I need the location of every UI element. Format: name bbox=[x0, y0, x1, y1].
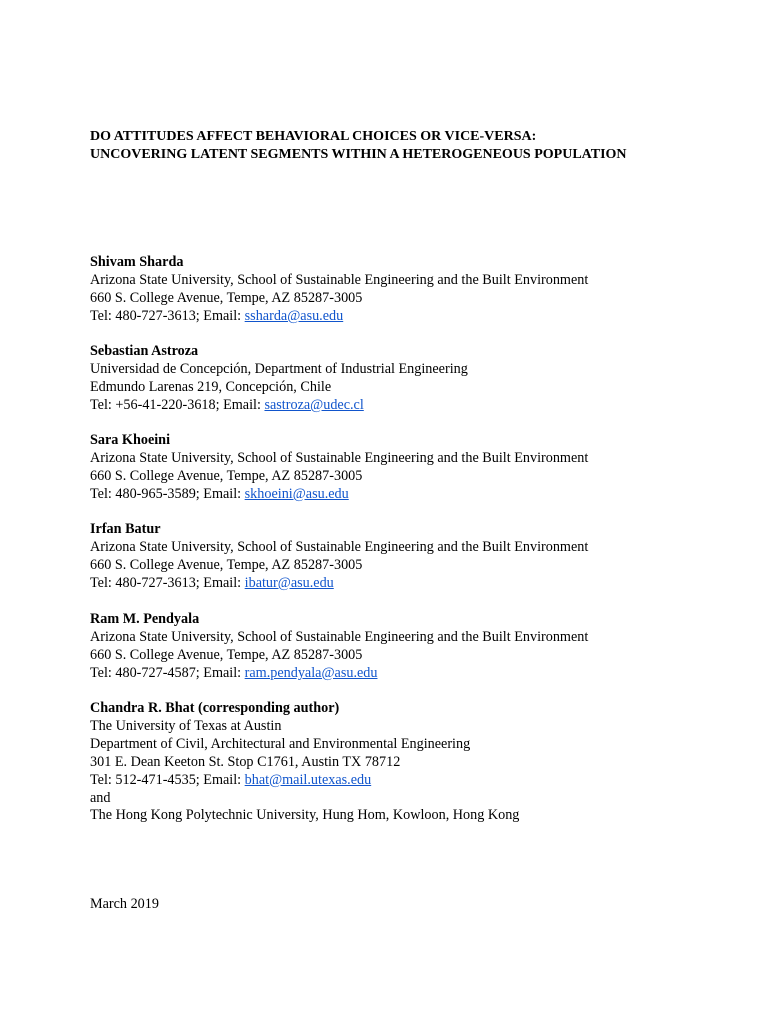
author-contact bbox=[90, 308, 730, 326]
author-tel: Tel: +56-41-220-3618; Email: bbox=[90, 396, 265, 413]
author-block-bhat bbox=[90, 700, 730, 825]
author-affiliation: Arizona State University, School of Sustainable Engineering and the Built Environment bbox=[90, 538, 589, 555]
author-name: Shivam Sharda bbox=[90, 254, 184, 270]
author-affiliation: Arizona State University, School of Sustainable Engineering and the Built Environment bbox=[90, 449, 589, 466]
author-name: Ram M. Pendyala bbox=[90, 611, 200, 627]
author-department: Department of Civil, Architectural and Environmental Engineering bbox=[90, 735, 471, 752]
paper-date: March 2019 bbox=[90, 896, 159, 912]
author-name: Sara Khoeini bbox=[90, 432, 171, 448]
author-tel: Tel: 480-727-4587; Email: bbox=[90, 664, 245, 681]
author-tel: Tel: 512-471-4535; Email: bbox=[90, 771, 245, 788]
author-email-link[interactable]: skhoeini@asu.edu bbox=[244, 485, 349, 502]
author-tel: Tel: 480-965-3589; Email: bbox=[90, 485, 245, 502]
paper-title bbox=[90, 128, 730, 164]
author-tel: Tel: 480-727-3613; Email: bbox=[90, 307, 245, 324]
author-name: Sebastian Astroza bbox=[90, 343, 199, 359]
author-email-link[interactable]: ssharda@asu.edu bbox=[244, 307, 344, 324]
author-address: 660 S. College Avenue, Tempe, AZ 85287-3005 bbox=[90, 289, 363, 306]
author-block-batur bbox=[90, 521, 730, 593]
author-tel: Tel: 480-727-3613; Email: bbox=[90, 574, 245, 591]
author-contact bbox=[90, 397, 730, 415]
author-block-astroza bbox=[90, 343, 730, 415]
author-contact bbox=[90, 575, 730, 593]
author-contact bbox=[90, 486, 730, 504]
author-email-link[interactable]: sastroza@udec.cl bbox=[264, 396, 364, 413]
author-name: Chandra R. Bhat (corresponding author) bbox=[90, 700, 340, 716]
author-contact bbox=[90, 665, 730, 683]
author-second-affiliation: The Hong Kong Polytechnic University, Hung Hom, Kowloon, Hong Kong bbox=[90, 807, 520, 824]
author-affiliation: Arizona State University, School of Sustainable Engineering and the Built Environment bbox=[90, 271, 589, 288]
paper-title-line-1: DO ATTITUDES AFFECT BEHAVIORAL CHOICES OR VICE-VERSA: bbox=[90, 129, 537, 144]
author-affiliation: Arizona State University, School of Sustainable Engineering and the Built Environment bbox=[90, 628, 589, 645]
author-address: 301 E. Dean Keeton St. Stop C1761, Austin TX 78712 bbox=[90, 753, 401, 770]
author-address: 660 S. College Avenue, Tempe, AZ 85287-3005 bbox=[90, 646, 363, 663]
paper-title-line-2: UNCOVERING LATENT SEGMENTS WITHIN A HETEROGENEOUS POPULATION bbox=[90, 147, 627, 162]
author-name: Irfan Batur bbox=[90, 521, 161, 537]
author-address: 660 S. College Avenue, Tempe, AZ 85287-3005 bbox=[90, 556, 363, 573]
author-affiliation: The University of Texas at Austin bbox=[90, 717, 282, 734]
author-conjunction: and bbox=[90, 789, 111, 806]
author-address: 660 S. College Avenue, Tempe, AZ 85287-3005 bbox=[90, 467, 363, 484]
author-affiliation: Universidad de Concepción, Department of Industrial Engineering bbox=[90, 360, 468, 377]
author-block-khoeini bbox=[90, 432, 730, 504]
author-email-link[interactable]: bhat@mail.utexas.edu bbox=[244, 771, 372, 788]
author-address: Edmundo Larenas 219, Concepción, Chile bbox=[90, 378, 332, 395]
author-email-link[interactable]: ibatur@asu.edu bbox=[244, 574, 334, 591]
author-contact bbox=[90, 772, 730, 790]
author-block-sharda bbox=[90, 254, 730, 326]
author-block-pendyala bbox=[90, 611, 730, 683]
author-email-link[interactable]: ram.pendyala@asu.edu bbox=[244, 664, 378, 681]
